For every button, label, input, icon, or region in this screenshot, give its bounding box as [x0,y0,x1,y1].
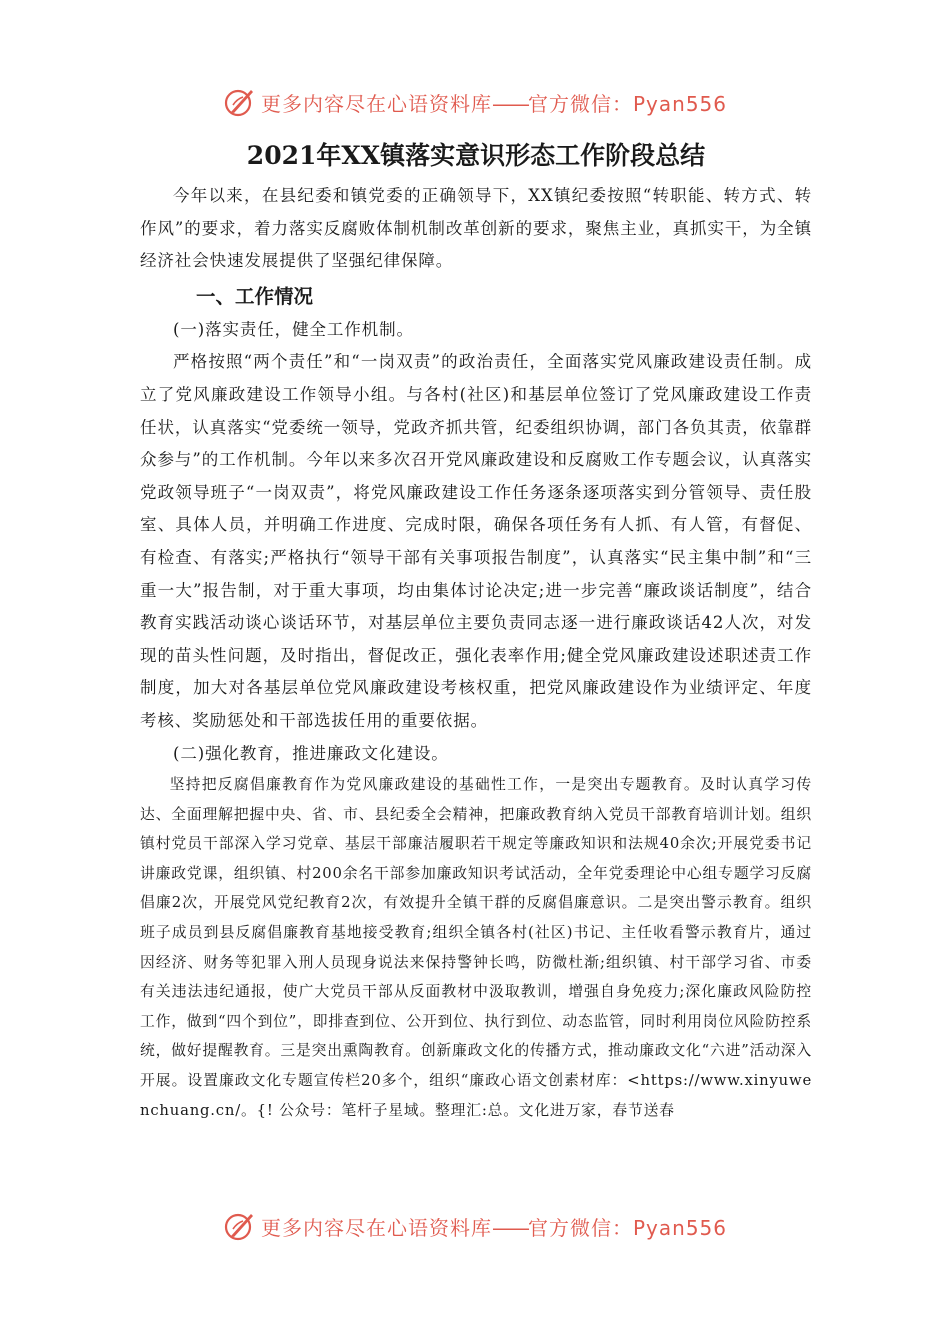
banner-wechat-id: Pyan556 [632,91,727,116]
subsection-heading-responsibility: (一)落实责任，健全工作机制。 [173,319,414,339]
banner-wechat-label: 官方微信： [527,91,633,116]
subsection-heading-education: (二)强化教育，推进廉政文化建设。 [173,743,449,763]
document-title: 2021年XX镇落实意识形态工作阶段总结 [246,141,706,170]
banner-text [261,88,727,117]
banner-wechat-label: 官方微信： [527,1215,633,1240]
banner-slogan: 更多内容尽在心语资料库 [260,91,492,116]
responsibility-paragraph: 严格按照“两个责任”和“一岗双责”的政治责任，全面落实党风廉政建设责任制。成立了党风廉政建设工作领导小组。与各村(社区)和基层单位签订了党风廉政建设工作责任状，认真落实“党委统一领导，党政齐抓共管，纪委组织协调，部门各负其责，依靠群众参与”的工作机制。今年以来多次召开党风廉政建设和反腐败工作专题会议，认真落实党政领导班子“一岗双责”，将党风廉政建设工作任务逐条逐项落实到分管领导、责任股室、具体人员，并明确工作进度、完成时限，确保各项任务有人抓、有人管，有督促、有检查、有落实;严格执行“领导干部有关事项报告制度”，认真落实“民主集中制”和“三重一大”报告制，对于重大事项，均由集体讨论决定;进一步完善“廉政谈话制度”，结合教育实践活动谈心谈话环节，对基层单位主要负责同志逐一进行廉政谈话42人次，对发现的苗头性问题，及时指出，督促改正，强化表率作用;健全党风廉政建设述职述责工作制度，加大对各基层单位党风廉政建设考核权重，把党风廉政建设作为业绩评定、年度考核、奖励惩处和干部选拔任用的重要依据。 [140,352,812,730]
banner-slogan: 更多内容尽在心语资料库 [260,1215,492,1240]
watermark-banner-top [0,82,950,122]
section-heading-work-status: 一、工作情况 [196,284,314,308]
banner-separator: —— [491,91,528,116]
watermark-banner-bottom [0,1206,950,1246]
quill-logo-icon [223,85,257,119]
banner-wechat-id: Pyan556 [632,1215,727,1240]
banner-separator: —— [491,1215,528,1240]
intro-paragraph: 今年以来，在县纪委和镇党委的正确领导下，XX镇纪委按照“转职能、转方式、转作风”的要求，着力落实反腐败体制机制改革创新的要求，聚焦主业，真抓实干，为全镇经济社会快速发展提供了坚强纪律保障。 [140,186,812,271]
quill-logo-icon [223,1209,257,1243]
banner-text [261,1212,727,1241]
document-body [140,132,812,1125]
education-paragraph: 坚持把反腐倡廉教育作为党风廉政建设的基础性工作，一是突出专题教育。及时认真学习传达、全面理解把握中央、省、市、县纪委全会精神，把廉政教育纳入党员干部教育培训计划。组织镇村党员干部深入学习党章、基层干部廉洁履职若干规定等廉政知识和法规40余次;开展党委书记讲廉政党课，组织镇、村200余名干部参加廉政知识考试活动，全年党委理论中心组专题学习反腐倡廉2次，开展党风党纪教育2次，有效提升全镇干群的反腐倡廉意识。二是突出警示教育。组织班子成员到县反腐倡廉教育基地接受教育;组织全镇各村(社区)书记、主任收看警示教育片，通过因经济、财务等犯罪入刑人员现身说法来保持警钟长鸣，防微杜渐;组织镇、村干部学习省、市委有关违法违纪通报，使广大党员干部从反面教材中汲取教训，增强自身免疫力;深化廉政风险防控工作，做到“四个到位”，即排查到位、公开到位、执行到位、动态监管，同时利用岗位风险防控系统，做好提醒教育。三是突出熏陶教育。创新廉政文化的传播方式，推动廉政文化“六进”活动深入开展。设置廉政文化专题宣传栏20多个，组织“廉政心语文创素材库：<https://www.xinyuwenchuang.cn/。{! 公众号：笔杆子星域。整理汇:总。文化进万家，春节送春 [140,776,812,1119]
